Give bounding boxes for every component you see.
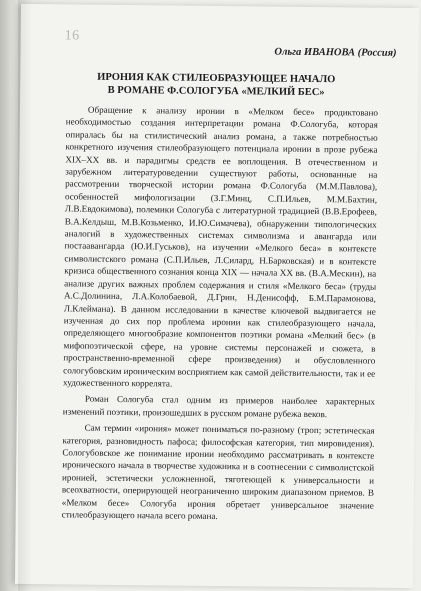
author-name: Ольга ИВАНОВА (Россия) — [274, 46, 397, 59]
page-number: 16 — [64, 28, 80, 44]
title-line-1: ИРОНИЯ КАК СТИЛЕОБРАЗУЮЩЕЕ НАЧАЛО — [97, 71, 336, 86]
title-line-2: В РОМАНЕ Ф.СОЛОГУБА «МЕЛКИЙ БЕС» — [107, 84, 325, 99]
book-page — [15, 4, 419, 588]
paragraph-2: Роман Сологуба стал одним из примеров наиболее характерных изменений поэтики, произошедших в русском романе рубежа веков. — [62, 393, 375, 419]
paragraph-3: Сам термин «ирония» может пониматься по-разному (троп; эстетическая категория, разновидность пафоса; философская категория, тип мировидения). Сологубовское же понимание иронии необходимо рассматривать в контексте иронического начала в творчестве художника и в соотнесении с символистской иронией, эстетически усложненной, тяготеющей к универсальности и всеохватности, оперирующей неограниченно широким диапазоном приемов. В «Мелком бесе» Сологуба ирония обретает универсальное значение стилеобразующего начала всего романа. — [61, 422, 375, 522]
article-title — [66, 70, 366, 99]
article-body — [62, 103, 378, 528]
paragraph-1: Обращение к анализу иронии в «Мелком бесе» продиктовано необходимостью создания интерпретации романа Ф.Сологуба, которая опиралась бы на стилистический анализ романа, а также потребностью конкретного изучения стилеобразующего потенциала иронии в прозе рубежа XIX–XX вв. и парадигмы средств ее воплощения. В отечественном и зарубежном литературоведении существуют работы, основанные на рассмотрении творческой истории романа Ф.Сологуба (М.М.Павлова), особенностей мифологизации (З.Г.Минц, С.П.Ильев, М.М.Бахтин, Л.В.Евдокимова), полемики Сологуба с литературной традицией (В.В.Ерофеев, В.А.Келдыш, М.В.Козьменко, И.Ю.Симачева), обнаружении типологических аналогий в художественных системах символизма и авангарда или постаавангарда (Ю.И.Гуськов), на изучении «Мелкого беса» в контексте символистского романа (С.П.Ильев, Л.Силард, Н.Барковская) и в контексте кризиса общественного сознания конца XIX — начала XX вв. (В.А.Мескин), на анализе других важных проблем содержания и стиля «Мелкого беса» (труды А.С.Долинина, Л.А.Колобаевой, Д.Грин, Н.Денисофф, Б.М.Парамонова, Л.Клеймана). В данном исследовании в качестве ключевой выдвигается не изученная до сих пор проблема иронии как стилеобразующего начала, определяющего многообразие компонентов поэтики романа «Мелкий бес» (в мифопоэтической сфере, на уровне системы персонажей и сюжета, в пространственно-временной сфере произведения) и обусловленного сологубовским ироническим восприятием как самой действительности, так и ее художественного коррелята. — [63, 104, 378, 389]
